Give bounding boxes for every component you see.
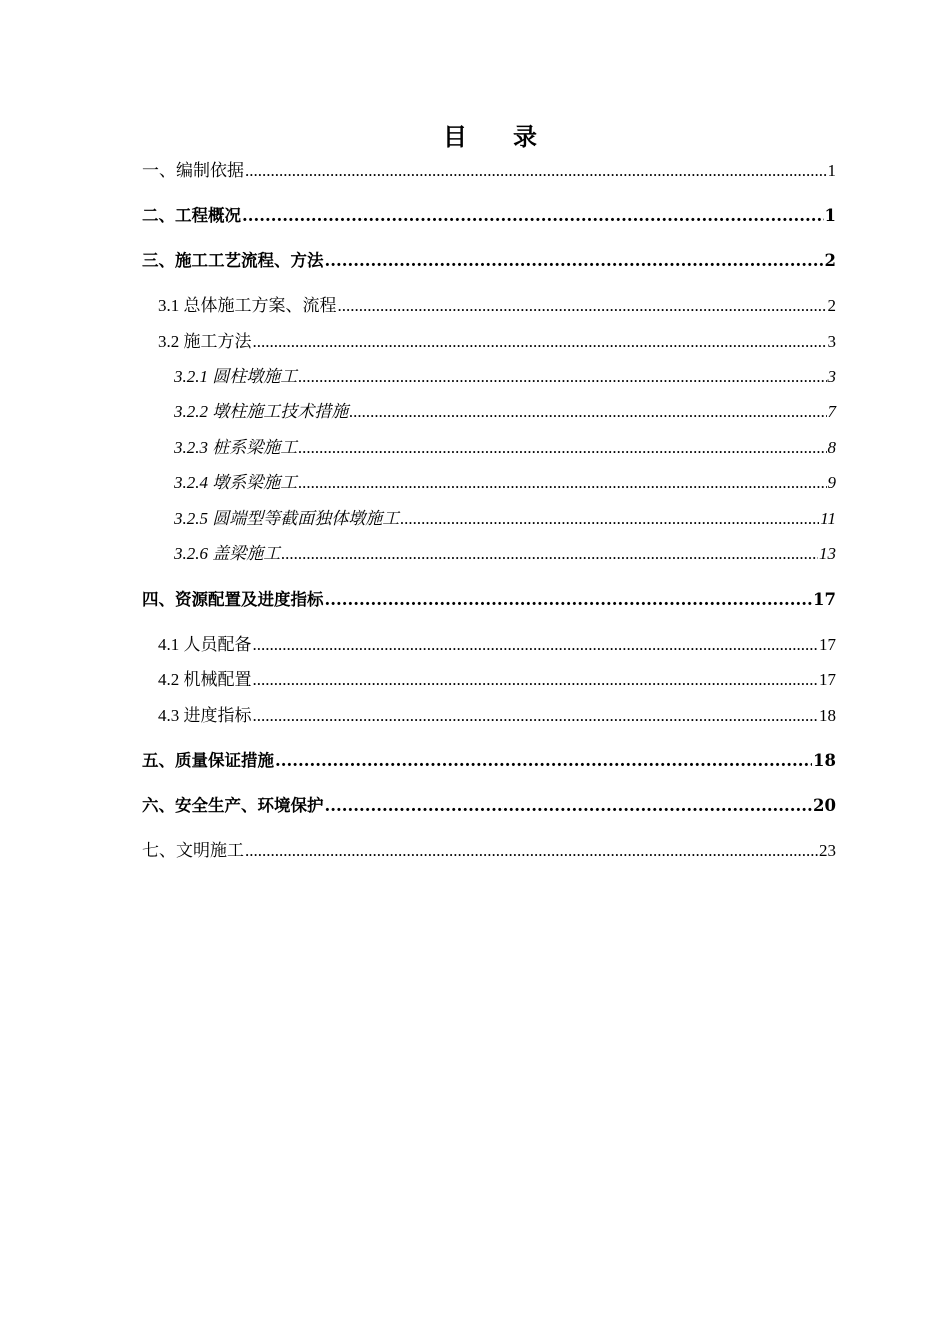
toc-entry-page: 13 bbox=[819, 544, 836, 563]
toc-entry-label: 七、文明施工 bbox=[142, 841, 244, 860]
toc-entry-3-1[interactable] bbox=[158, 293, 836, 319]
toc-dot-leader bbox=[338, 293, 827, 319]
toc-entry-label: 3.2.3 桩系梁施工 bbox=[174, 438, 298, 457]
toc-dot-leader bbox=[245, 158, 827, 184]
toc-entry-page: 17 bbox=[813, 590, 836, 609]
toc-entry-1[interactable] bbox=[142, 158, 836, 184]
toc-dot-leader bbox=[253, 667, 819, 693]
toc-entry-page: 3 bbox=[827, 332, 836, 351]
toc-entry-label: 3.1 总体施工方案、流程 bbox=[158, 296, 337, 315]
toc-entry-label: 四、资源配置及进度指标 bbox=[142, 590, 324, 609]
toc-entry-label: 3.2.2 墩柱施工技术措施 bbox=[174, 402, 349, 421]
toc-entry-page: 1 bbox=[824, 206, 836, 225]
toc-entry-label: 3.2.1 圆柱墩施工 bbox=[174, 367, 298, 386]
toc-entry-page: 2 bbox=[824, 251, 836, 270]
toc-entry-3-2[interactable] bbox=[158, 329, 836, 355]
toc-entry-page: 7 bbox=[827, 402, 836, 421]
toc-entry-page: 11 bbox=[820, 509, 836, 528]
toc-dot-leader bbox=[242, 203, 824, 229]
toc-dot-leader bbox=[253, 703, 819, 729]
toc-entry-label: 3.2 施工方法 bbox=[158, 332, 252, 351]
toc-entry-4-1[interactable] bbox=[158, 632, 836, 658]
toc-dot-leader bbox=[298, 364, 826, 390]
toc-entry-3[interactable] bbox=[142, 248, 836, 274]
toc-entry-page: 9 bbox=[827, 473, 836, 492]
toc-dot-leader bbox=[325, 248, 824, 274]
toc-entry-label: 4.1 人员配备 bbox=[158, 635, 252, 654]
toc-entry-3-2-2[interactable] bbox=[174, 399, 836, 425]
toc-entry-4[interactable] bbox=[142, 587, 836, 613]
toc-entry-label: 3.2.5 圆端型等截面独体墩施工 bbox=[174, 509, 400, 528]
toc-dot-leader bbox=[325, 793, 813, 819]
toc-entry-4-3[interactable] bbox=[158, 703, 836, 729]
toc-dot-leader bbox=[253, 329, 827, 355]
toc-entry-label: 六、安全生产、环境保护 bbox=[142, 796, 324, 815]
toc-entry-3-2-4[interactable] bbox=[174, 470, 836, 496]
toc-dot-leader bbox=[275, 748, 812, 774]
toc-entry-label: 三、施工工艺流程、方法 bbox=[142, 251, 324, 270]
toc-dot-leader bbox=[298, 435, 826, 461]
toc-entry-page: 18 bbox=[819, 706, 836, 725]
toc-dot-leader bbox=[281, 541, 818, 567]
toc-entry-2[interactable] bbox=[142, 203, 836, 229]
toc-entry-page: 23 bbox=[819, 841, 836, 860]
toc-entry-page: 20 bbox=[813, 796, 836, 815]
toc-entry-label: 4.2 机械配置 bbox=[158, 670, 252, 689]
toc-entry-page: 18 bbox=[813, 751, 836, 770]
toc-entry-3-2-6[interactable] bbox=[174, 541, 836, 567]
toc-entry-5[interactable] bbox=[142, 748, 836, 774]
toc-entry-label: 3.2.4 墩系梁施工 bbox=[174, 473, 298, 492]
toc-entry-7[interactable] bbox=[142, 838, 836, 864]
toc-title-part1: 目 bbox=[443, 123, 467, 151]
toc-dot-leader bbox=[253, 632, 819, 658]
toc-entry-3-2-1[interactable] bbox=[174, 364, 836, 390]
toc-entry-page: 2 bbox=[827, 296, 836, 315]
toc-entry-page: 17 bbox=[819, 670, 836, 689]
toc-entry-page: 8 bbox=[827, 438, 836, 457]
toc-dot-leader bbox=[298, 470, 826, 496]
toc-dot-leader bbox=[400, 506, 819, 532]
toc-dot-leader bbox=[349, 399, 826, 425]
toc-entry-4-2[interactable] bbox=[158, 667, 836, 693]
toc-dot-leader bbox=[325, 587, 813, 613]
toc-entry-3-2-3[interactable] bbox=[174, 435, 836, 461]
toc-dot-leader bbox=[245, 838, 818, 864]
toc-entry-label: 五、质量保证措施 bbox=[142, 751, 274, 770]
toc-entry-label: 一、编制依据 bbox=[142, 161, 244, 180]
toc-entry-6[interactable] bbox=[142, 793, 836, 819]
toc-entry-label: 4.3 进度指标 bbox=[158, 706, 252, 725]
toc-entry-page: 1 bbox=[827, 161, 836, 180]
toc-title-part2: 录 bbox=[513, 123, 537, 151]
toc-entry-page: 17 bbox=[819, 635, 836, 654]
toc-entry-label: 二、工程概况 bbox=[142, 206, 241, 225]
toc-entry-page: 3 bbox=[827, 367, 836, 386]
toc-entry-label: 3.2.6 盖梁施工 bbox=[174, 544, 281, 563]
toc-entry-3-2-5[interactable] bbox=[174, 506, 836, 532]
toc-title bbox=[0, 120, 950, 154]
